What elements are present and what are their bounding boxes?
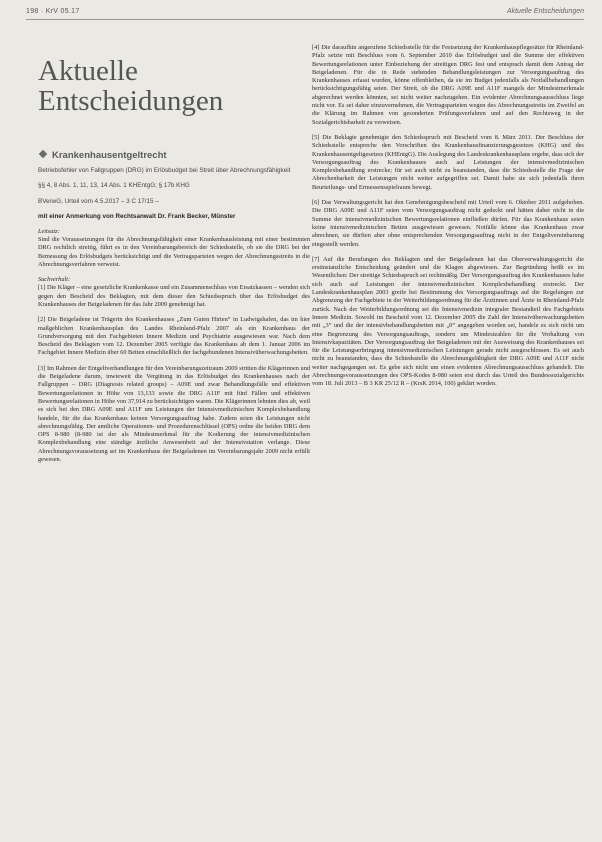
diamond-bullet-icon <box>39 150 47 158</box>
category-label: Krankenhausentgeltrecht <box>52 150 167 161</box>
right-column <box>312 44 584 396</box>
leitsatz-text: Sind die Voraussetzungen für die Abrechnungsfähigkeit einer Krankenhausleistung mit einer bestimmten DRG rechtlich streitig, führt es in den Vereinbarungsbereich der Schiedsstelle, ob sie die DRG bei der Bemessung des Erlösbudgets berücksichtigt und die Vertragsparteien wegen der Abrechnungsstreits in die Abrechnungsverfahren verweist. <box>38 236 310 269</box>
left-column <box>38 50 310 471</box>
paragraph-1: [1] Die Kläger – eine gesetzliche Krankenkasse und ein Zusammenschluss von Ersatzkassen – wenden sich gegen den Bescheid des Beklagten, mit dem dieser den Schiedsspruch über das Erlösbudget des Krankenhauses der Beigeladenen für das Jahr 2009 genehmigt hat. <box>38 284 310 308</box>
header-section: Aktuelle Entscheidungen <box>506 8 584 15</box>
paragraph-5: [5] Die Beklagte genehmigte den Schiedsspruch mit Bescheid vom 8. März 2011. Der Beschluss der Schiedsstelle entspreche den Vorschriften des Krankenhausfinanzierungsgesetzes (KHG) und des Krankenhausentgeltgesetzes (KHEntgG). Die Auslegung des Landeskrankenhausplans ergebe, dass sich der Versorgungsauftrag des Krankenhauses auch auf Leistungen der intensivmedizinischen Komplexbehandlung erstrecke; für sei auch nicht zu beanstanden, dass die Schiedsstelle die Frage der Abrechenbarkeit der Leistungen nicht weiter aufgegriffen sei. Damit habe sie sich jedenfalls ihren Beurteilungs- und Ermessensspielraum bewegt. <box>312 133 584 191</box>
norms: §§ 4, 8 Abs. 1, 11, 13, 14 Abs. 1 KHEntgG; § 17b KHG <box>38 182 190 190</box>
header-rule <box>26 19 584 20</box>
annotation-credit: mit einer Anmerkung von Rechtsanwalt Dr. Frank Becker, Münster <box>38 212 236 220</box>
category-heading <box>38 150 310 161</box>
sachverhalt-label: Sachverhalt: <box>38 276 71 284</box>
leitsatz-label: Leitsatz: <box>38 228 60 236</box>
header-page-ref: 198 · KrV 05.17 <box>26 8 80 15</box>
page-title: Aktuelle Entscheidungen <box>38 55 224 117</box>
paragraph-4: [4] Die daraufhin angerufene Schiedsstelle für die Festsetzung der Krankenhauspflegesätze für Rheinland-Pfalz setzte mit Beschluss vom 6. September 2010 das Erlösbudget und die Summe der effektiven Bewertungsrelationen unter Einbeziehung der streitigen DRG fest und entsprach damit dem Antrag der Beigeladenen. Für die in Rede stehenden Behandlungsleistungen zur Versorgungsauftrag des Krankenhauses erfasst wurden, könne offenbleiben, da sie im Budget jedenfalls als Notfallbehandlungen berücksichtigungsfähig seien. Der Streit, ob die DRG A09E und A11F mangels der Mindestmerkmale abgerechnet werden könnten, sei nicht weiter nachzugehen. Ein evidenter Abrechnungsausschluss liege nicht vor. Es sei daher einzuvernehmen, die Vertragsparteien wegen des Abrechnungsstreits im Zweifel an die Klärung im Rahmen von gesonderten Prüfungsverfahren und auf den Rechtsweg in der Sozialgerichtsbarkeit zu verweisen. <box>312 44 584 126</box>
paragraph-7: [7] Auf die Berufungen des Beklagten und der Beigeladenen hat das Oberverwaltungsgericht die erstinstanzliche Entscheidung geändert und die Klagen abgewiesen. Zur Begründung heißt es im Wesentlichen: Der streitige Schiedsspruch sei rechtmäßig. Der Versorgungsauftrag des Krankenhauses habe sich auch auf Leistungen der intensivmedizinischen Komplexbehandlung erstreckt. Der Landeskrankenhausplan 2003 greife bei Bestimmung des Versorgungsauftrags auf die Regelungen zur Abgrenzung der Fachgebiete in der Weiterbildungsordnung für die Ärztinnen und Ärzte in Rheinland-Pfalz zurück. Nach der Weiterbildungsordnung sei die Intensivmedizin integraler Bestandteil des Fachgebiets Innere Medizin. Sowohl im Bescheid vom 12. Dezember 2005 die Zahl der Intensivüberwachungsbetten mit „3“ und die der intensivbehandlungsbetten mit „0“ angegeben worden sei, handele es sich nicht um eine Begrenzung des Versorgungsauftrags, sondern um Mindestzahlen für die Vorhaltung von Intensivkapazitäten. Der Versorgungsauftrag der Beigeladenen mit der Ausweisung des Krankenhauses sei für die Leistungserbringung intensivmedizinischen Leistungen gerade nicht ausgeschlossen. Es sei auch nicht zu beanstanden, dass die Schiedsstelle die Abrechnungsfähigkeit der DRG A09E und A11F nicht weiter nachgegangen sei. Es gebe sich nicht um einen evidenten Abrechnungsausschluss gehandelt. Die Abrechnungsvoraussetzungen des OPS-Kodes 8-980 seien erst durch das Urteil des Bundessozialgerichts vom 18. Juli 2013 – B 3 KR 25/12 R – (KrsK 2014, 100) geklärt worden. <box>312 255 584 388</box>
paragraph-6: [6] Das Verwaltungsgericht hat den Genehmigungsbescheid mit Urteil vom 6. Oktober 2011 aufgehoben. Die DRG A09E und A11F seien vom Versorgungsauftrag nicht gedeckt und hätten daher nicht in die Summe der intensivmedizinischen Bewertungsrelationen einfließen dürfen. Für das Krankenhaus seien keine intensivmedizinischen Betten ausgewiesen gewesen. Notfälle könne das Krankenhaus zwar abrechnen, sie dürften aber ohne entsprechenden Versorgungsauftrag nicht in der Entgeltvereinbarung eingestellt werden. <box>312 199 584 248</box>
paragraph-2: [2] Die Beigeladene ist Trägerin des Krankenhauses „Zum Guten Hirten“ in Ludwigshafen, das im hier maßgeblichen Krankenhausplan des Landes Rheinland-Pfalz 2007 als ein Krankenhaus der Grundversorgung mit den Fachgebieten Innere Medizin und Psychiatrie ausgewiesen war. Nach dem Bescheid des Beklagten vom 12. Dezember 2005 verfügte das Krankenhaus ab dem 1. Januar 2006 im Fachgebiet Innere Medizin über 60 Betten einschließlich der fachgebundenen Intensivüberwachungsbetten. <box>38 316 310 357</box>
case-title: Betriebsfehler von Fallgruppen (DRG) im Erlösbudget bei Streit über Abrechnungsfähigkeit <box>38 167 291 174</box>
paragraph-3: [3] Im Rahmen der Entgeltverhandlungen für den Vereinbarungszeitraum 2009 stritten die Klägerinnen und die Beigeladene darum, inwieweit die Vergütung in das Erlösbudget des Krankenhauses nach der Fallgruppen – DRG (Diagnosis related groups) – A09E und zwar Behandlungsfälle und effektiven Bewertungsrelationen in Höhe von 13,133 sowie die DRG A11F mit fünf Fällen und effektiven Bewertungsrelationen in Höhe von 37,914 zu berücksichtigen waren. Die Klägerinnen lehnten dies ab, weil es sich bei den DRG A09E und A11F um Leistungen der Intensivmedizinischen Komplexbehandlung handele, für die das Krankenhaus keinen Versorgungsauftrag habe. Zudem seien die Leistungen nicht abrechnungsfähig. Der amtliche Operationen- und Prozedurenschlüssel (OPS) ordne die beiden DRG dem OPS 8-980 (8-980 ist der als Mindestmerkmal für die Kodierung der intensivmedizinischen Komplexbehandlung eine ständige ärztliche Anwesenheit auf der Intensivstation verlange. Diese Abrechnungsvoraussetzung sei im Krankenhaus der Beigeladenen im Vereinbarungsjahr 2009 nicht erfüllt gewesen. <box>38 364 310 464</box>
court-citation: BVerwG, Urteil vom 4.5.2017 – 3 C 17/15 – <box>38 197 159 205</box>
